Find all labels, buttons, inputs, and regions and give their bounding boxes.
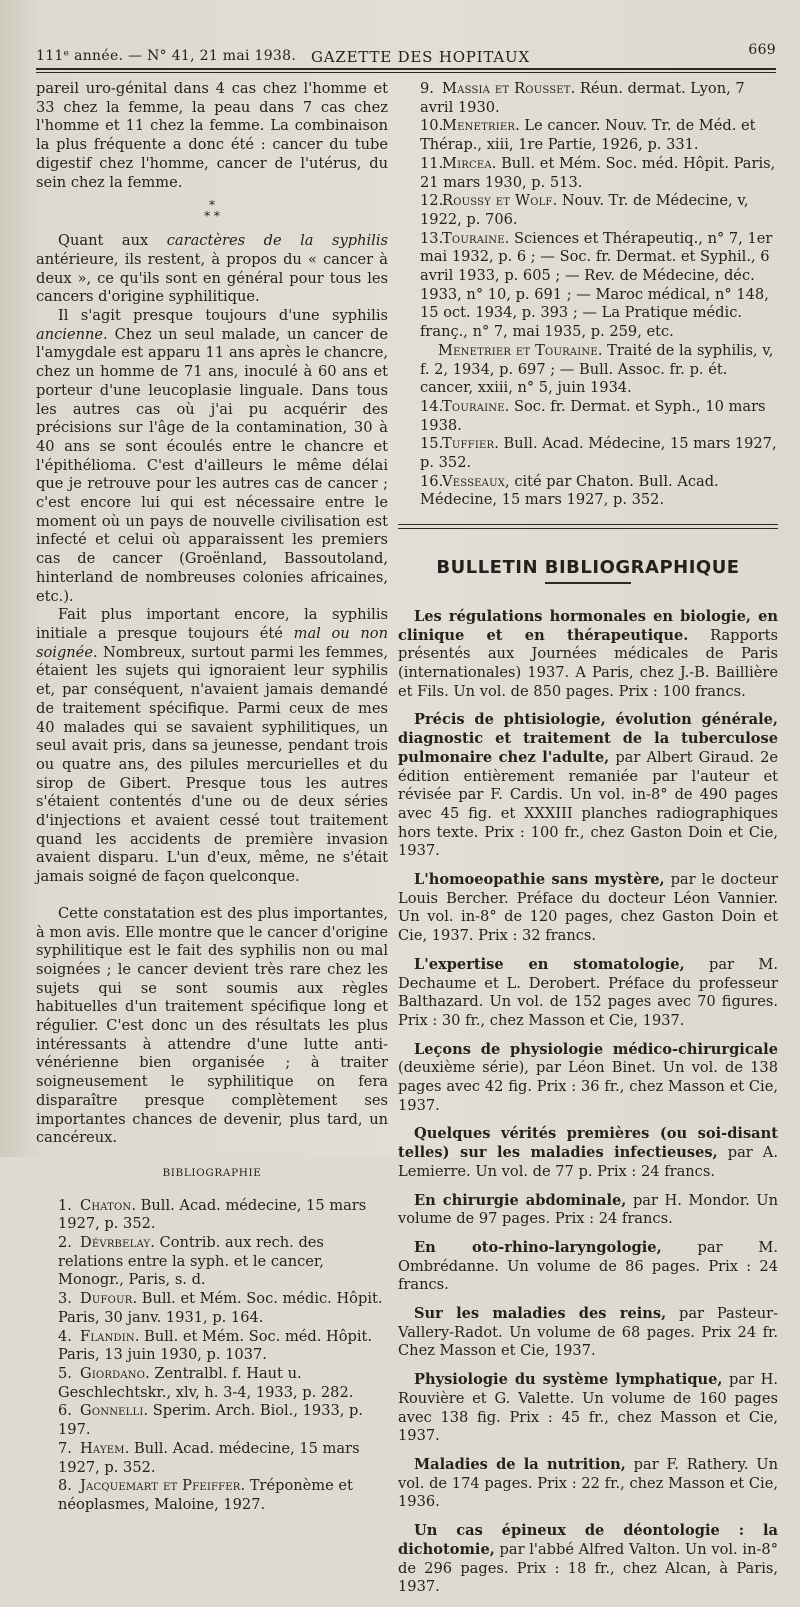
reference-author: Roussy et Wolf (442, 192, 553, 210)
separator-star: * (209, 198, 215, 213)
reference-author: Massia et Rousset (442, 80, 571, 97)
reference-author: Vesseaux (442, 472, 506, 490)
reference-author: Giordano (80, 1365, 146, 1382)
reference-entry (36, 1197, 388, 1234)
reference-text: . Sciences et Thérapeutiq., n° 7, 1er mai 1932, p. 6 ; — Soc. fr. Dermat. et Syphil., 6 avril 1933, p. 605 ; — Rev. de Médecine, déc. 1933, n° 10, p. 691 ; — Maroc médical, n° 148, 15 oct. 1934, p. 393 ; — La Pratique médic. franç., n° 7, mai 1935, p. 259, etc. (420, 229, 773, 341)
book-title: En oto-rhino-laryngologie, (414, 1238, 662, 1256)
reference-text: . Bull. Acad. Médecine, 15 mars 1927, p. 352. (420, 435, 777, 472)
reference-number: 12. (420, 192, 444, 210)
book-details: par Pasteur-Vallery-Radot. Un volume de 68 pages. Prix 24 fr. Chez Masson et Cie, 1937. (398, 1305, 778, 1360)
page-number: 669 (748, 42, 776, 58)
reference-number: 2. (58, 1234, 72, 1252)
emphasis: ancienne (36, 325, 104, 343)
reference-entry (36, 1328, 388, 1365)
reference-text: . Tréponème et néoplasmes, Maloine, 1927. (58, 1477, 353, 1513)
reference-number: 5. (58, 1365, 72, 1382)
reference-number: 1. (58, 1196, 72, 1214)
reference-text: . Bull. Acad. médecine, 15 mars 1927, p. 352. (58, 1196, 367, 1233)
reference-text: . Bull. et Mém. Soc. méd. Hôpit. Paris, 21 mars 1930, p. 513. (420, 154, 776, 191)
reference-text: . Nouv. Tr. de Médecine, v, 1922, p. 706. (420, 192, 749, 228)
reference-number: 6. (58, 1402, 72, 1420)
issue-info: 111ᵉ année. — N° 41, 21 mai 1938. (36, 48, 297, 64)
book-details: par l'abbé Alfred Valton. Un vol. in-8° de 296 pages. Prix : 18 fr., chez Alcan, à Paris, 1937. (398, 1540, 778, 1596)
reference-number: 3. (58, 1290, 72, 1308)
book-details: par M. Ombrédanne. Un volume de 86 pages. Prix : 24 francs. (398, 1238, 778, 1294)
reference-author: Hayem (80, 1439, 125, 1457)
book-title: L'homoeopathie sans mystère, (414, 871, 665, 889)
bibliography-heading: BIBLIOGRAPHIE (162, 1166, 262, 1179)
book-notice (398, 1192, 778, 1229)
book-title: Sur les maladies des reins, (414, 1305, 667, 1323)
book-details: par H. Mondor. Un volume de 97 pages. Prix : 24 francs. (398, 1191, 778, 1228)
book-title: Précis de phtisiologie, évolution générale, diagnostic et traitement de la tuberculose pulmonaire chez l'adulte, (398, 711, 778, 766)
reference-author: Dufour (80, 1290, 133, 1308)
book-details: Rapports présentés aux Journées médicales de Paris (internationales) 1937. A Paris, chez J.-B. Baillière et Fils. Un vol. de 850 pages. Prix : 100 francs. (398, 626, 778, 700)
reference-number: 4. (58, 1327, 72, 1345)
reference-entry (36, 1477, 388, 1514)
right-column (398, 80, 778, 1607)
reference-entry (398, 342, 778, 398)
reference-entry (398, 117, 778, 154)
book-title: Un cas épineux de déontologie : la dichotomie, (398, 1522, 778, 1558)
reference-entry (398, 398, 778, 435)
reference-number: 11. (420, 154, 444, 172)
reference-entry (398, 230, 778, 342)
book-notice (398, 1456, 778, 1512)
book-notice (398, 608, 778, 702)
book-notice (398, 1041, 778, 1116)
book-notice (398, 1371, 778, 1446)
reference-entry (36, 1365, 388, 1402)
section-separator (36, 200, 388, 222)
reference-author: Menetrier et Touraine (438, 341, 598, 359)
reference-entry (398, 192, 778, 229)
book-notice (398, 956, 778, 1031)
book-notice (398, 1305, 778, 1361)
book-title: Leçons de physiologie médico-chirurgicale (414, 1040, 778, 1058)
book-title: Les régulations hormonales en biologie, en clinique et en thérapeutique. (398, 607, 778, 644)
bibliography-list-continued (398, 80, 778, 510)
reference-number: 8. (58, 1477, 72, 1495)
reference-author: Chaton (80, 1196, 132, 1214)
reference-entry (398, 80, 778, 117)
reference-text: . Sperim. Arch. Biol., 1933, p. 197. (58, 1402, 364, 1439)
reference-number: 15. (420, 435, 444, 453)
book-details: par M. Dechaume et L. Derobert. Préface du professeur Balthazard. Un vol. de 152 pages avec 70 figures. Prix : 30 fr., chez Masson et Cie, 1937. (398, 955, 778, 1029)
book-notice (398, 711, 778, 861)
reference-text: . Le cancer. Nouv. Tr. de Méd. et Thérap., xiii, 1re Partie, 1926, p. 331. (420, 117, 756, 154)
book-title: Quelques vérités premières (ou soi-disant telles) sur les maladies infectieuses, (398, 1125, 778, 1162)
reference-author: Touraine (442, 229, 505, 247)
reference-text: . Bull. et Mém. Soc. médic. Hôpit. Paris, 30 janv. 1931, p. 164. (58, 1290, 383, 1326)
reference-entry (398, 155, 778, 192)
bulletin-heading: BULLETIN BIBLIOGRAPHIQUE (436, 557, 740, 579)
book-notice (398, 1522, 778, 1597)
reference-text: . Réun. dermat. Lyon, 7 avril 1930. (420, 80, 745, 116)
reference-number: 14. (420, 397, 444, 415)
book-title: Physiologie du système lymphatique, (414, 1371, 723, 1389)
reference-author: Menetrier (442, 117, 516, 135)
reference-entry (36, 1290, 388, 1327)
bibliography-list (36, 1197, 388, 1515)
book-title: En chirurgie abdominale, (414, 1191, 627, 1209)
book-notice (398, 871, 778, 946)
emphasis: mal ou non soignée (36, 624, 388, 661)
reference-entry (36, 1234, 388, 1290)
separator-stars: * * (204, 209, 220, 224)
paragraph: pareil uro-génital dans 4 cas chez l'homme et 33 chez la femme, la peau dans 7 cas chez l'homme et 11 chez la femme. La combinaison la plus fréquente a donc été : cancer du tube digestif chez l'homme, cancer de l'utérus, du sein chez la femme. (36, 80, 388, 191)
reference-entry (398, 435, 778, 472)
reference-author: Flandin (80, 1327, 135, 1345)
reference-author: Tuffier (442, 435, 495, 453)
paragraph: Cette constatation est des plus importantes, à mon avis. Elle montre que le cancer d'origine syphilitique est le fait des syphilis non ou mal soignées ; le cancer devient très rare chez les sujets qui se sont soumis aux règles habituelles d'un traitement spécifique long et régulier. C'est donc un des résultats les plus intéressants à attendre d'une lutte anti-vénérienne bien organisée ; à traiter soigneusement le syphilitique on fera disparaître presque complètement ses importantes chances de devenir, plus tard, un cancéreux. (36, 904, 388, 1147)
reference-author: Jacquemart et Pfeiffer (80, 1477, 241, 1495)
reference-number: 16. (420, 472, 444, 490)
reference-author: Dévrbelay (80, 1234, 151, 1252)
book-title: Maladies de la nutrition, (414, 1456, 626, 1473)
reference-number: 10. (420, 117, 444, 135)
reference-author: Touraine (442, 397, 505, 415)
paragraph: Quant aux caractères de la syphilis antérieure, ils restent, à propos du « cancer à deux », ce qu'ils sont en général pour tous les cancers d'origine syphilitique. (36, 232, 389, 306)
reference-author: Mircea (442, 154, 492, 172)
reference-entry (398, 473, 778, 510)
reference-number: 9. (420, 80, 434, 97)
book-details: par le docteur Louis Bercher. Préface du docteur Léon Vannier. Un vol. in-8° de 120 pages, chez Gaston Doin et Cie, 1937. Prix : 32 francs. (398, 871, 778, 945)
reference-entry (36, 1440, 388, 1477)
paragraph: Fait plus important encore, la syphilis initiale a presque toujours été mal ou non soignée. Nombreux, surtout parmi les femmes, étaient les sujets qui ignoraient leur syphilis et, par conséquent, n'avaient jamais demandé de traitement spécifique. Parmi ceux de mes 40 malades qui se savaient syphilitiques, un seul avait pris, dans sa jeunesse, pendant trois ou quatre ans, des pilules mercurielles et du sirop de Gibert. Presque tous les autres s'étaient contentés d'une ou de deux séries d'injections et avaient cessé tout traitement quand les accidents de première invasion avaient disparu. L'un d'eux, même, ne s'était jamais soigné de façon quelconque. (36, 606, 388, 886)
header-rule-thin (36, 72, 776, 73)
book-details: par Albert Giraud. 2e édition entièrement remaniée par l'auteur et révisée par F. Cardis. Un vol. in-8° de 490 pages avec 45 fig. et XXXIII planches radiographiques hors texte. Prix : 100 fr., chez Gaston Doin et Cie, 1937. (398, 748, 778, 860)
reference-text: . Contrib. aux rech. des relations entre la syph. et le cancer, Monogr., Paris, s. d. (58, 1234, 324, 1289)
book-notice (398, 1125, 778, 1181)
reference-text: , cité par Chaton. Bull. Acad. Médecine, 15 mars 1927, p. 352. (420, 472, 719, 509)
book-details: par F. Rathery. Un vol. de 174 pages. Prix : 22 fr., chez Masson et Cie, 1936. (398, 1456, 779, 1511)
page-header (36, 42, 776, 66)
left-column (36, 80, 388, 1515)
reference-text: . Traité de la syphilis, v, f. 2, 1934, p. 697 ; — Bull. Assoc. fr. p. ét. cancer, xxiii, n° 5, juin 1934. (420, 341, 774, 397)
reference-entry (36, 1402, 388, 1439)
section-rule (398, 524, 778, 529)
journal-title: GAZETTE DES HOPITAUX (311, 48, 530, 66)
reference-number: 13. (420, 229, 444, 247)
reference-number: 7. (58, 1439, 72, 1457)
emphasis: caractères de la syphilis (166, 232, 389, 250)
bulletin-rule (545, 582, 631, 584)
book-notice (398, 1239, 778, 1295)
reference-text: . Bull. Acad. médecine, 15 mars 1927, p. 352. (58, 1439, 360, 1476)
reference-text: . Soc. fr. Dermat. et Syph., 10 mars 1938. (420, 397, 766, 434)
book-details: par H. Rouvière et G. Valette. Un volume de 160 pages avec 138 fig. Prix : 45 fr., chez Masson et Cie, 1937. (398, 1371, 778, 1445)
book-title: L'expertise en stomatologie, (414, 955, 685, 973)
reference-author: Gonnelli (80, 1402, 144, 1420)
paragraph: Il s'agit presque toujours d'une syphilis ancienne. Chez un seul malade, un cancer de l'amygdale est apparu 11 ans après le chancre, chez un homme de 71 ans, inoculé à 60 ans et porteur d'une leucoplasie linguale. Dans tous les autres cas où j'ai pu acquérir des précisions sur l'âge de la contamination, 30 à 40 ans se sont écoulés entre le chancre et l'épithélioma. C'est d'ailleurs le même délai que je retrouve pour les autres cas de cancer ; c'est encore lui qui est nécessaire entre le moment où un pays de nouvelle civilisation est infecté et celui où apparaissent les premiers cas de cancer (Groënland, Bassoutoland, hinterland de nombreuses colonies africaines, etc.). (36, 307, 388, 605)
book-list (398, 608, 778, 1597)
header-rule (36, 68, 776, 70)
book-details: par A. Lemierre. Un vol. de 77 p. Prix : 24 francs. (398, 1144, 778, 1180)
reference-text: . Bull. et Mém. Soc. méd. Hôpit. Paris, 13 juin 1930, p. 1037. (58, 1327, 373, 1364)
reference-text: . Zentralbl. f. Haut u. Geschlechtskr., xlv, h. 3-4, 1933, p. 282. (58, 1365, 354, 1401)
book-details: (deuxième série), par Léon Binet. Un vol. de 138 pages avec 42 fig. Prix : 36 fr., chez Masson et Cie, 1937. (398, 1059, 778, 1114)
